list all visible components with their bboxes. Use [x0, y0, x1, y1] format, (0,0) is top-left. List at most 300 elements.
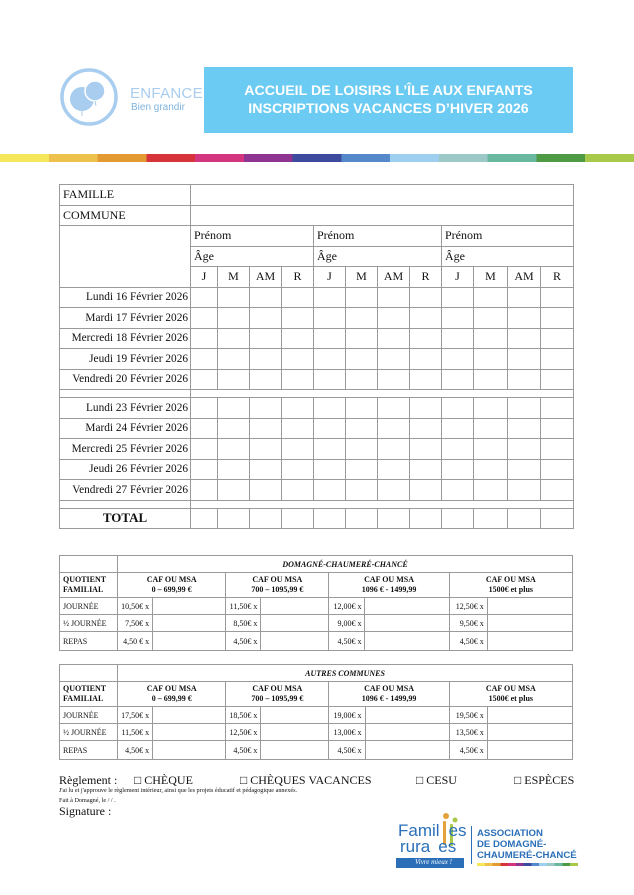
attendance-cell[interactable] — [218, 459, 250, 480]
attendance-cell[interactable] — [346, 398, 378, 419]
familles-rurales-logo — [395, 812, 580, 870]
quantity-cell[interactable] — [365, 741, 449, 760]
col-header-j: J — [442, 267, 474, 288]
tarif-corner — [60, 665, 118, 682]
tarif-row-label: ½ JOURNÉE — [60, 724, 118, 741]
day-row — [60, 369, 574, 390]
date-line[interactable]: Fait à Domagné, le / / . — [59, 797, 116, 804]
bracket-line-2: 1500€ et plus — [488, 585, 534, 594]
attendance-cell[interactable] — [442, 287, 474, 308]
price-cell: 8,50€ x — [226, 615, 261, 632]
attendance-cell[interactable] — [282, 369, 314, 390]
attendance-cell[interactable] — [410, 418, 442, 439]
col-header-r: R — [541, 267, 574, 288]
qf-line-1: QUOTIENT — [63, 684, 107, 693]
attendance-cell[interactable] — [191, 328, 218, 349]
day-row — [60, 459, 574, 480]
tarif-row — [60, 615, 573, 632]
bracket-line-1: CAF OU MSA — [146, 684, 197, 693]
signature-label: Signature : — [59, 804, 112, 818]
price-cell: 11,50€ x — [226, 598, 261, 615]
day-row — [60, 287, 574, 308]
price-cell: 18,50€ x — [226, 707, 261, 724]
attendance-cell[interactable] — [541, 418, 574, 439]
col-header-j: J — [314, 267, 346, 288]
quantity-cell[interactable] — [261, 632, 329, 651]
bracket-line-2: 700 – 1095,99 € — [251, 585, 304, 594]
attendance-cell[interactable] — [346, 439, 378, 460]
attendance-cell[interactable] — [541, 287, 574, 308]
attendance-cell[interactable] — [314, 398, 346, 419]
price-cell: 13,00€ x — [329, 724, 365, 741]
col-header-am: AM — [378, 267, 410, 288]
attendance-cell[interactable] — [282, 398, 314, 419]
option-cheques-vacances[interactable]: □ CHÈQUES VACANCES — [240, 773, 372, 787]
col-header-j: J — [191, 267, 218, 288]
attendance-cell[interactable] — [410, 398, 442, 419]
quantity-cell[interactable] — [153, 741, 226, 760]
attendance-cell[interactable] — [378, 398, 410, 419]
attendance-cell[interactable] — [191, 308, 218, 329]
attendance-cell[interactable] — [218, 439, 250, 460]
tarif-row-label: REPAS — [60, 741, 118, 760]
attendance-cell[interactable] — [541, 439, 574, 460]
quantity-cell[interactable] — [153, 615, 226, 632]
total-cell[interactable] — [250, 508, 282, 529]
attendance-cell[interactable] — [250, 328, 282, 349]
quantity-cell[interactable] — [487, 707, 572, 724]
assoc-line-1: ASSOCIATION — [477, 828, 543, 839]
attendance-cell[interactable] — [378, 349, 410, 370]
attendance-cell[interactable] — [191, 287, 218, 308]
famille-field[interactable] — [191, 185, 574, 206]
attendance-cell[interactable] — [508, 459, 541, 480]
quantity-cell[interactable] — [487, 615, 572, 632]
price-cell: 19,50€ x — [449, 707, 487, 724]
price-cell: 11,50€ x — [118, 724, 153, 741]
attendance-cell[interactable] — [442, 369, 474, 390]
total-cell[interactable] — [410, 508, 442, 529]
attendance-cell[interactable] — [282, 480, 314, 501]
attendance-cell[interactable] — [346, 418, 378, 439]
attendance-cell[interactable] — [410, 459, 442, 480]
attendance-cell[interactable] — [282, 349, 314, 370]
attendance-cell[interactable] — [218, 308, 250, 329]
total-cell[interactable] — [346, 508, 378, 529]
qf-line-1: QUOTIENT — [63, 575, 107, 584]
registration-table — [59, 184, 574, 529]
tarif-row-label: ½ JOURNÉE — [60, 615, 118, 632]
attendance-cell[interactable] — [314, 369, 346, 390]
attendance-cell[interactable] — [250, 418, 282, 439]
bracket-header — [226, 573, 329, 598]
attendance-cell[interactable] — [218, 287, 250, 308]
quantity-cell[interactable] — [365, 632, 449, 651]
price-cell: 4,50 € x — [118, 632, 153, 651]
attendance-cell[interactable] — [541, 328, 574, 349]
bracket-line-2: 1500€ et plus — [488, 694, 534, 703]
attendance-cell[interactable] — [442, 459, 474, 480]
price-cell: 4,50€ x — [449, 741, 487, 760]
attendance-cell[interactable] — [346, 287, 378, 308]
day-label: Mercredi 18 Février 2026 — [60, 328, 191, 349]
attendance-cell[interactable] — [282, 459, 314, 480]
day-label: Jeudi 26 Février 2026 — [60, 459, 191, 480]
attendance-cell[interactable] — [191, 369, 218, 390]
attendance-cell[interactable] — [474, 459, 508, 480]
qf-line-2: FAMILIAL — [63, 585, 104, 594]
fr-logo-word2: rura — [400, 837, 431, 856]
prenom-field-3[interactable]: Prénom — [442, 226, 574, 247]
tarif-row-label: JOURNÉE — [60, 707, 118, 724]
total-cell[interactable] — [378, 508, 410, 529]
attendance-cell[interactable] — [314, 418, 346, 439]
quantity-cell[interactable] — [261, 741, 329, 760]
attendance-cell[interactable] — [314, 308, 346, 329]
logo-subtitle: Bien grandir — [131, 102, 185, 113]
tarif-row — [60, 632, 573, 651]
quantity-cell[interactable] — [365, 724, 449, 741]
attendance-cell[interactable] — [410, 480, 442, 501]
attendance-cell[interactable] — [474, 369, 508, 390]
tarif-title: AUTRES COMMUNES — [118, 665, 573, 682]
bracket-header — [329, 682, 449, 707]
attendance-cell[interactable] — [378, 328, 410, 349]
age-field-2[interactable]: Âge — [314, 246, 442, 267]
banner-line-1: ACCUEIL DE LOISIRS L’ÎLE AUX ENFANTS — [244, 83, 533, 99]
assoc-line-3: CHAUMERÉ-CHANCÉ — [477, 850, 577, 861]
price-cell: 4,50€ x — [118, 741, 153, 760]
bracket-line-1: CAF OU MSA — [146, 575, 197, 584]
quantity-cell[interactable] — [487, 598, 572, 615]
attendance-cell[interactable] — [378, 418, 410, 439]
day-label: Jeudi 19 Février 2026 — [60, 349, 191, 370]
attendance-cell[interactable] — [442, 418, 474, 439]
bracket-line-1: CAF OU MSA — [485, 575, 536, 584]
blank-corner — [60, 226, 191, 288]
famille-label: FAMILLE — [60, 185, 191, 206]
attendance-cell[interactable] — [282, 287, 314, 308]
title-banner — [204, 67, 573, 133]
day-label: Vendredi 20 Février 2026 — [60, 369, 191, 390]
option-cesu[interactable]: □ CESU — [416, 773, 457, 787]
quantity-cell[interactable] — [261, 724, 329, 741]
price-cell: 7,50€ x — [118, 615, 153, 632]
total-cell[interactable] — [218, 508, 250, 529]
attendance-cell[interactable] — [508, 308, 541, 329]
attendance-cell[interactable] — [378, 439, 410, 460]
attendance-cell[interactable] — [410, 287, 442, 308]
attendance-cell[interactable] — [474, 308, 508, 329]
day-label: Lundi 23 Février 2026 — [60, 398, 191, 419]
total-label: TOTAL — [60, 508, 191, 529]
attendance-cell[interactable] — [314, 328, 346, 349]
attendance-cell[interactable] — [378, 287, 410, 308]
quantity-cell[interactable] — [261, 615, 329, 632]
bracket-line-2: 0 – 699,99 € — [151, 585, 192, 594]
col-header-am: AM — [508, 267, 541, 288]
tarif-corner — [60, 556, 118, 573]
attendance-cell[interactable] — [314, 459, 346, 480]
total-cell[interactable] — [314, 508, 346, 529]
price-cell: 12,50€ x — [449, 598, 487, 615]
day-label: Mardi 17 Février 2026 — [60, 308, 191, 329]
attendance-cell[interactable] — [410, 439, 442, 460]
attendance-cell[interactable] — [508, 480, 541, 501]
bracket-line-2: 0 – 699,99 € — [151, 694, 192, 703]
attendance-cell[interactable] — [282, 418, 314, 439]
attendance-cell[interactable] — [508, 287, 541, 308]
total-cell[interactable] — [442, 508, 474, 529]
attendance-cell[interactable] — [250, 439, 282, 460]
attendance-cell[interactable] — [378, 369, 410, 390]
day-row — [60, 480, 574, 501]
attendance-cell[interactable] — [346, 459, 378, 480]
attendance-cell[interactable] — [191, 418, 218, 439]
quantity-cell[interactable] — [365, 615, 449, 632]
reglement-label: Règlement : — [59, 773, 118, 787]
bracket-line-2: 1096 € - 1499,99 — [361, 694, 417, 703]
day-row — [60, 418, 574, 439]
assoc-line-2: DE DOMAGNÉ- — [477, 839, 547, 850]
bracket-line-1: CAF OU MSA — [485, 684, 536, 693]
attendance-cell[interactable] — [282, 328, 314, 349]
commune-field[interactable] — [191, 205, 574, 226]
attendance-cell[interactable] — [346, 480, 378, 501]
quantity-cell[interactable] — [153, 707, 226, 724]
quantity-cell[interactable] — [487, 724, 572, 741]
total-cell[interactable] — [474, 508, 508, 529]
attendance-cell[interactable] — [314, 349, 346, 370]
attendance-cell[interactable] — [508, 439, 541, 460]
bracket-line-2: 700 – 1095,99 € — [251, 694, 304, 703]
bracket-line-1: CAF OU MSA — [252, 575, 303, 584]
attendance-cell[interactable] — [218, 369, 250, 390]
tarif-row-label: JOURNÉE — [60, 598, 118, 615]
attendance-cell[interactable] — [250, 398, 282, 419]
price-cell: 9,50€ x — [449, 615, 487, 632]
tarif-table-autres — [59, 664, 573, 760]
attendance-cell[interactable] — [191, 398, 218, 419]
price-cell: 4,50€ x — [226, 632, 261, 651]
attendance-cell[interactable] — [442, 308, 474, 329]
quantity-cell[interactable] — [261, 598, 329, 615]
price-cell: 4,50€ x — [226, 741, 261, 760]
col-header-am: AM — [250, 267, 282, 288]
option-cheque[interactable]: □ CHÈQUE — [134, 773, 193, 787]
age-field-3[interactable]: Âge — [442, 246, 574, 267]
bracket-line-1: CAF OU MSA — [364, 684, 415, 693]
col-header-r: R — [282, 267, 314, 288]
prenom-field-2[interactable]: Prénom — [314, 226, 442, 247]
day-row — [60, 439, 574, 460]
attendance-cell[interactable] — [410, 349, 442, 370]
attendance-cell[interactable] — [508, 349, 541, 370]
attendance-cell[interactable] — [508, 369, 541, 390]
attendance-cell[interactable] — [474, 418, 508, 439]
bracket-header — [118, 573, 226, 598]
price-cell: 4,50€ x — [329, 632, 365, 651]
attendance-cell[interactable] — [410, 308, 442, 329]
total-cell[interactable] — [191, 508, 218, 529]
attendance-cell[interactable] — [191, 459, 218, 480]
fr-logo-slogan: Vivre mieux ! — [415, 858, 452, 866]
col-header-r: R — [410, 267, 442, 288]
quotient-familial-label — [60, 682, 118, 707]
attendance-cell[interactable] — [442, 349, 474, 370]
attendance-cell[interactable] — [378, 480, 410, 501]
tarif-row-label: REPAS — [60, 632, 118, 651]
price-cell: 4,50€ x — [449, 632, 487, 651]
attendance-cell[interactable] — [282, 308, 314, 329]
attendance-cell[interactable] — [218, 349, 250, 370]
bracket-header — [118, 682, 226, 707]
attendance-cell[interactable] — [442, 328, 474, 349]
fr-logo-word1b: es — [448, 821, 467, 840]
attendance-cell[interactable] — [346, 308, 378, 329]
price-cell: 9,00€ x — [329, 615, 365, 632]
enfance-logo — [60, 68, 205, 126]
bracket-header — [329, 573, 449, 598]
spacer-row — [60, 390, 574, 398]
bracket-line-2: 1096 € - 1499,99 — [361, 585, 417, 594]
fr-logo-word2b: es — [438, 837, 457, 856]
price-cell: 12,00€ x — [329, 598, 365, 615]
total-cell[interactable] — [282, 508, 314, 529]
assoc-color-stripe — [477, 863, 578, 866]
attendance-cell[interactable] — [474, 349, 508, 370]
qf-line-2: FAMILIAL — [63, 694, 104, 703]
quantity-cell[interactable] — [487, 632, 572, 651]
attendance-cell[interactable] — [541, 308, 574, 329]
price-cell: 12,50€ x — [226, 724, 261, 741]
day-label: Vendredi 27 Février 2026 — [60, 480, 191, 501]
attendance-cell[interactable] — [250, 480, 282, 501]
attendance-cell[interactable] — [218, 328, 250, 349]
total-cell[interactable] — [541, 508, 574, 529]
tarif-row — [60, 598, 573, 615]
attendance-cell[interactable] — [378, 459, 410, 480]
age-field-1[interactable]: Âge — [191, 246, 314, 267]
attendance-cell[interactable] — [474, 287, 508, 308]
attendance-cell[interactable] — [218, 418, 250, 439]
attendance-cell[interactable] — [541, 480, 574, 501]
attendance-cell[interactable] — [474, 480, 508, 501]
logo-divider — [471, 826, 472, 864]
day-label: Mercredi 25 Février 2026 — [60, 439, 191, 460]
day-row — [60, 308, 574, 329]
attendance-cell[interactable] — [250, 459, 282, 480]
approval-text: J'ai lu et j'approuve le règlement intérieur, ainsi que les projets éducatif et pédagogique annexés. — [59, 787, 298, 794]
day-row — [60, 349, 574, 370]
spacer-row — [60, 500, 574, 508]
attendance-cell[interactable] — [541, 349, 574, 370]
attendance-cell[interactable] — [314, 287, 346, 308]
day-label: Mardi 24 Février 2026 — [60, 418, 191, 439]
price-cell: 13,50€ x — [449, 724, 487, 741]
attendance-cell[interactable] — [474, 398, 508, 419]
attendance-cell[interactable] — [250, 349, 282, 370]
attendance-cell[interactable] — [314, 480, 346, 501]
attendance-cell[interactable] — [541, 398, 574, 419]
day-label: Lundi 16 Février 2026 — [60, 287, 191, 308]
attendance-cell[interactable] — [541, 459, 574, 480]
color-stripe — [0, 154, 634, 162]
attendance-cell[interactable] — [191, 480, 218, 501]
tarif-row — [60, 741, 573, 760]
attendance-cell[interactable] — [346, 369, 378, 390]
tarif-row — [60, 724, 573, 741]
attendance-cell[interactable] — [346, 349, 378, 370]
bracket-line-1: CAF OU MSA — [252, 684, 303, 693]
quantity-cell[interactable] — [153, 598, 226, 615]
attendance-cell[interactable] — [508, 398, 541, 419]
col-header-m: M — [474, 267, 508, 288]
attendance-cell[interactable] — [378, 308, 410, 329]
attendance-cell[interactable] — [218, 398, 250, 419]
attendance-cell[interactable] — [191, 349, 218, 370]
attendance-cell[interactable] — [474, 328, 508, 349]
banner-line-2: INSCRIPTIONS VACANCES D’HIVER 2026 — [248, 101, 529, 117]
tarif-table-domagne — [59, 555, 573, 651]
bracket-header — [449, 682, 572, 707]
attendance-cell[interactable] — [474, 439, 508, 460]
quantity-cell[interactable] — [365, 707, 449, 724]
price-cell: 10,50€ x — [118, 598, 153, 615]
day-row — [60, 328, 574, 349]
bracket-header — [449, 573, 572, 598]
tarif-title: DOMAGNÉ-CHAUMERÉ-CHANCÉ — [118, 556, 573, 573]
quantity-cell[interactable] — [487, 741, 572, 760]
bracket-header — [226, 682, 329, 707]
attendance-cell[interactable] — [346, 328, 378, 349]
fr-logo-word1: Famil — [398, 821, 440, 840]
logo-title: ENFANCE — [130, 85, 203, 102]
quotient-familial-label — [60, 573, 118, 598]
commune-label: COMMUNE — [60, 205, 191, 226]
tarif-row — [60, 707, 573, 724]
prenom-field-1[interactable]: Prénom — [191, 226, 314, 247]
col-header-m: M — [346, 267, 378, 288]
quantity-cell[interactable] — [365, 598, 449, 615]
price-cell: 19,00€ x — [329, 707, 365, 724]
price-cell: 17,50€ x — [118, 707, 153, 724]
attendance-cell[interactable] — [410, 328, 442, 349]
attendance-cell[interactable] — [250, 308, 282, 329]
quantity-cell[interactable] — [261, 707, 329, 724]
attendance-cell[interactable] — [314, 439, 346, 460]
attendance-cell[interactable] — [250, 287, 282, 308]
option-especes[interactable]: □ ESPÈCES — [514, 773, 575, 787]
attendance-cell[interactable] — [508, 328, 541, 349]
attendance-cell[interactable] — [250, 369, 282, 390]
col-header-m: M — [218, 267, 250, 288]
attendance-cell[interactable] — [508, 418, 541, 439]
quantity-cell[interactable] — [153, 724, 226, 741]
attendance-cell[interactable] — [442, 398, 474, 419]
day-row — [60, 398, 574, 419]
attendance-cell[interactable] — [218, 480, 250, 501]
attendance-cell[interactable] — [442, 439, 474, 460]
attendance-cell[interactable] — [282, 439, 314, 460]
attendance-cell[interactable] — [541, 369, 574, 390]
attendance-cell[interactable] — [191, 439, 218, 460]
attendance-cell[interactable] — [442, 480, 474, 501]
attendance-cell[interactable] — [410, 369, 442, 390]
total-cell[interactable] — [508, 508, 541, 529]
price-cell: 4,50€ x — [329, 741, 365, 760]
quantity-cell[interactable] — [153, 632, 226, 651]
